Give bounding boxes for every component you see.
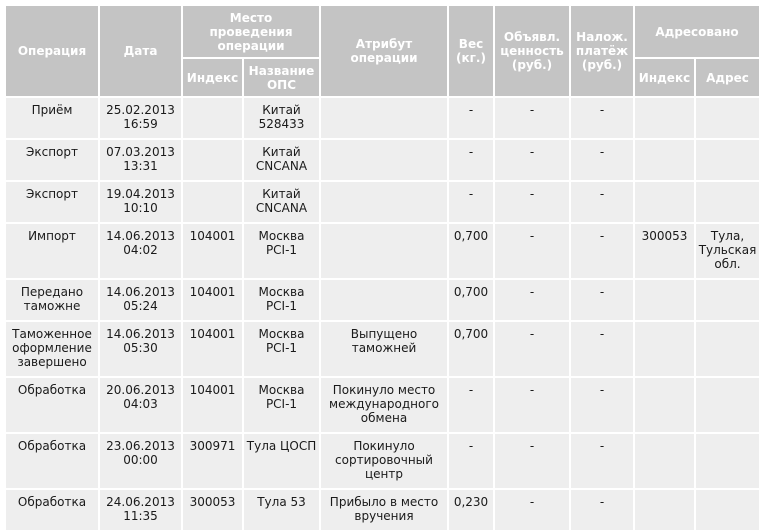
cell-cod: - bbox=[571, 98, 633, 138]
cell-attribute: Выпущено таможней bbox=[321, 322, 447, 376]
cell-addr-index bbox=[635, 378, 694, 432]
cell-addr-address bbox=[696, 98, 759, 138]
header-declared-value: Объявл. ценность (руб.) bbox=[495, 6, 569, 96]
cell-attribute bbox=[321, 182, 447, 222]
table-row bbox=[6, 98, 759, 138]
cell-attribute bbox=[321, 140, 447, 180]
cell-addr-index bbox=[635, 182, 694, 222]
cell-cod: - bbox=[571, 434, 633, 488]
cell-place-name: Китай CNCANA bbox=[244, 182, 319, 222]
tracking-rows bbox=[6, 98, 759, 530]
header-attribute: Атрибут операции bbox=[321, 6, 447, 96]
cell-addr-index bbox=[635, 434, 694, 488]
cell-addr-index bbox=[635, 140, 694, 180]
cell-date: 07.03.2013 13:31 bbox=[100, 140, 181, 180]
cell-place-index: 104001 bbox=[183, 378, 242, 432]
table-row bbox=[6, 224, 759, 278]
cell-cod: - bbox=[571, 140, 633, 180]
cell-addr-index bbox=[635, 490, 694, 530]
cell-place-name: Москва PCI-1 bbox=[244, 280, 319, 320]
cell-cod: - bbox=[571, 378, 633, 432]
cell-date: 25.02.2013 16:59 bbox=[100, 98, 181, 138]
cell-cod: - bbox=[571, 322, 633, 376]
cell-place-index bbox=[183, 182, 242, 222]
cell-declared-value: - bbox=[495, 322, 569, 376]
cell-attribute: Покинуло место международного обмена bbox=[321, 378, 447, 432]
cell-place-index: 104001 bbox=[183, 280, 242, 320]
cell-operation: Обработка bbox=[6, 434, 98, 488]
cell-date: 23.06.2013 00:00 bbox=[100, 434, 181, 488]
cell-cod: - bbox=[571, 280, 633, 320]
cell-addr-address bbox=[696, 434, 759, 488]
cell-date: 19.04.2013 10:10 bbox=[100, 182, 181, 222]
cell-addr-index bbox=[635, 322, 694, 376]
table-row bbox=[6, 182, 759, 222]
cell-weight: - bbox=[449, 434, 493, 488]
cell-place-name: Москва PCI-1 bbox=[244, 322, 319, 376]
cell-operation: Импорт bbox=[6, 224, 98, 278]
table-row bbox=[6, 140, 759, 180]
cell-date: 14.06.2013 05:30 bbox=[100, 322, 181, 376]
header-addr-index: Индекс bbox=[635, 59, 694, 96]
cell-attribute bbox=[321, 98, 447, 138]
table-row bbox=[6, 378, 759, 432]
cell-attribute: Покинуло сортировочный центр bbox=[321, 434, 447, 488]
cell-place-index: 104001 bbox=[183, 322, 242, 376]
cell-weight: - bbox=[449, 98, 493, 138]
cell-operation: Приём bbox=[6, 98, 98, 138]
header-place-index: Индекс bbox=[183, 59, 242, 96]
cell-declared-value: - bbox=[495, 98, 569, 138]
cell-place-index bbox=[183, 140, 242, 180]
cell-operation: Экспорт bbox=[6, 182, 98, 222]
cell-place-name: Тула 53 bbox=[244, 490, 319, 530]
cell-operation: Обработка bbox=[6, 490, 98, 530]
header-date: Дата bbox=[100, 6, 181, 96]
cell-weight: 0,700 bbox=[449, 322, 493, 376]
cell-addr-address bbox=[696, 322, 759, 376]
cell-attribute bbox=[321, 280, 447, 320]
cell-declared-value: - bbox=[495, 224, 569, 278]
cell-weight: - bbox=[449, 140, 493, 180]
header-cod: Налож. платёж (руб.) bbox=[571, 6, 633, 96]
cell-operation: Передано таможне bbox=[6, 280, 98, 320]
cell-weight: - bbox=[449, 182, 493, 222]
cell-place-name: Москва PCI-1 bbox=[244, 224, 319, 278]
cell-place-name: Тула ЦОСП bbox=[244, 434, 319, 488]
header-weight: Вес (кг.) bbox=[449, 6, 493, 96]
tracking-table bbox=[4, 4, 761, 532]
cell-place-name: Китай 528433 bbox=[244, 98, 319, 138]
cell-addr-address: Тула, Тульская обл. bbox=[696, 224, 759, 278]
header-operation: Операция bbox=[6, 6, 98, 96]
cell-date: 20.06.2013 04:03 bbox=[100, 378, 181, 432]
cell-place-name: Китай CNCANA bbox=[244, 140, 319, 180]
table-row bbox=[6, 490, 759, 530]
cell-declared-value: - bbox=[495, 140, 569, 180]
table-row bbox=[6, 434, 759, 488]
cell-weight: - bbox=[449, 378, 493, 432]
cell-date: 14.06.2013 04:02 bbox=[100, 224, 181, 278]
cell-addr-address bbox=[696, 378, 759, 432]
cell-cod: - bbox=[571, 224, 633, 278]
cell-operation: Обработка bbox=[6, 378, 98, 432]
cell-place-index: 104001 bbox=[183, 224, 242, 278]
cell-addr-index bbox=[635, 98, 694, 138]
cell-weight: 0,700 bbox=[449, 224, 493, 278]
cell-place-name: Москва PCI-1 bbox=[244, 378, 319, 432]
cell-declared-value: - bbox=[495, 280, 569, 320]
cell-addr-address bbox=[696, 490, 759, 530]
cell-addr-index: 300053 bbox=[635, 224, 694, 278]
cell-declared-value: - bbox=[495, 182, 569, 222]
cell-place-index: 300053 bbox=[183, 490, 242, 530]
cell-weight: 0,700 bbox=[449, 280, 493, 320]
cell-place-index: 300971 bbox=[183, 434, 242, 488]
header-addr-address: Адрес bbox=[696, 59, 759, 96]
cell-weight: 0,230 bbox=[449, 490, 493, 530]
table-row bbox=[6, 322, 759, 376]
cell-date: 24.06.2013 11:35 bbox=[100, 490, 181, 530]
cell-cod: - bbox=[571, 182, 633, 222]
cell-place-index bbox=[183, 98, 242, 138]
header-place: Место проведения операции bbox=[183, 6, 319, 57]
cell-attribute bbox=[321, 224, 447, 278]
cell-operation: Экспорт bbox=[6, 140, 98, 180]
cell-attribute: Прибыло в место вручения bbox=[321, 490, 447, 530]
cell-addr-address bbox=[696, 182, 759, 222]
cell-date: 14.06.2013 05:24 bbox=[100, 280, 181, 320]
cell-declared-value: - bbox=[495, 490, 569, 530]
cell-addr-address bbox=[696, 280, 759, 320]
cell-declared-value: - bbox=[495, 378, 569, 432]
header-addressed: Адресовано bbox=[635, 6, 759, 57]
cell-declared-value: - bbox=[495, 434, 569, 488]
header-place-name: Название ОПС bbox=[244, 59, 319, 96]
cell-addr-index bbox=[635, 280, 694, 320]
cell-operation: Таможенное оформление завершено bbox=[6, 322, 98, 376]
cell-cod: - bbox=[571, 490, 633, 530]
table-row bbox=[6, 280, 759, 320]
cell-addr-address bbox=[696, 140, 759, 180]
